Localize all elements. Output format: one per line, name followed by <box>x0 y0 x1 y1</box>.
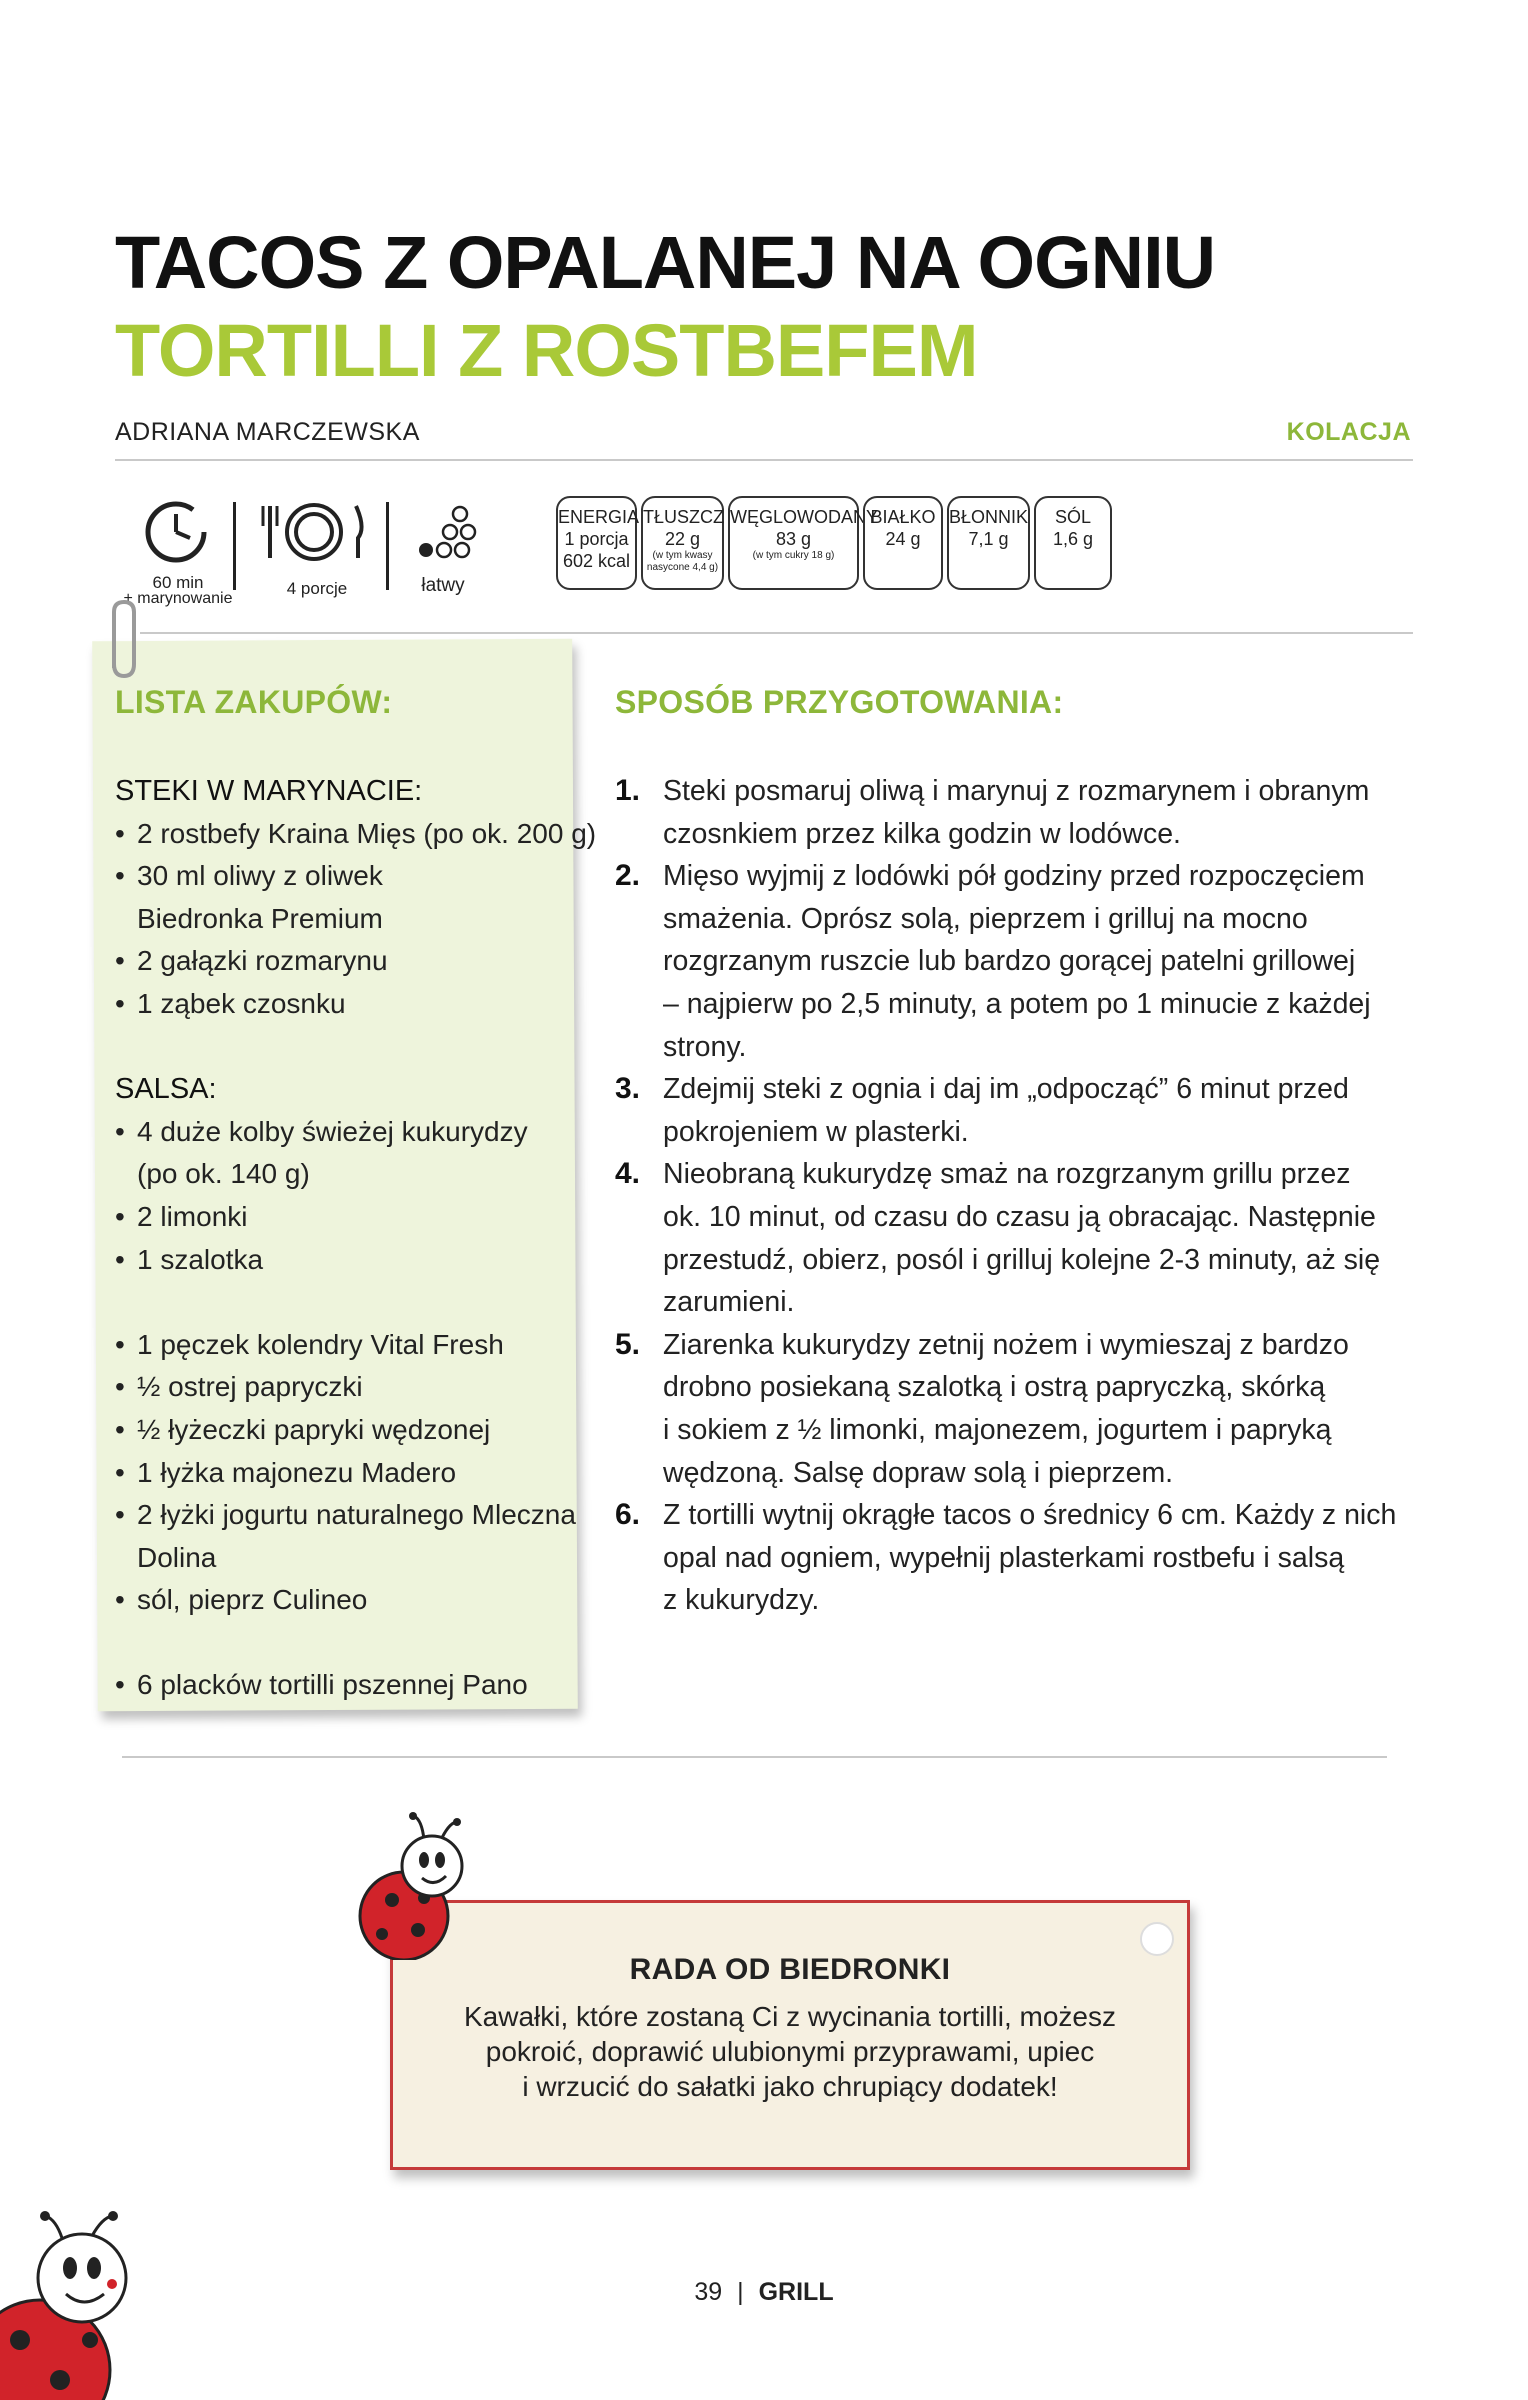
paperclip-icon <box>104 598 144 682</box>
shopping-heading: LISTA ZAKUPÓW: <box>115 684 393 720</box>
section-name: GRILL <box>758 2278 834 2306</box>
nutrition-energy: ENERGIA 1 porcja 602 kcal <box>556 496 637 590</box>
step: 4. Nieobraną kukurydzę smaż na rozgrzanym grillu przez ok. 10 minut, od czasu do czasu ją obracając. Następnie przestudź, obierz, posól i grilluj kolejne 2-3 minuty, aż się zarumieni. <box>615 1157 1381 1319</box>
author: ADRIANA MARCZEWSKA <box>115 418 420 446</box>
difficulty-value: łatwy <box>421 575 465 596</box>
step: 2. Mięso wyjmij z lodówki pół godziny przed rozpoczęciem smażenia. Oprósz solą, pieprzem i grilluj na mocno rozgrzanym ruszcie lub bardzo gorącej patelni grillowej – najpierw po 2,5 minuty, a potem po 1 minucie z każdej strony. <box>615 859 1371 1063</box>
list-item: • 4 duże kolby świeżej kukurydzy <box>115 1111 575 1154</box>
portions-meta <box>252 498 382 598</box>
method-heading: SPOSÓB PRZYGOTOWANIA: <box>615 684 1064 720</box>
list-item: • ½ ostrej papryczki <box>115 1366 575 1409</box>
nutrition-salt: SÓL 1,6 g <box>1034 496 1112 590</box>
divider <box>140 632 1413 634</box>
group-title: SALSA: <box>115 1073 217 1106</box>
meta-separator <box>233 502 236 590</box>
list-item: • 1 łyżka majonezu Madero <box>115 1452 575 1495</box>
list-item: • 1 pęczek kolendry Vital Fresh <box>115 1324 575 1367</box>
time-value: 60 min <box>152 573 204 592</box>
nutrition-fat: TŁUSZCZ 22 g (w tym kwasy nasycone 4,4 g) <box>641 496 724 590</box>
list-item: • ½ łyżeczki papryki wędzonej <box>115 1409 575 1452</box>
nutrition-carbs: WĘGLOWODANY 83 g (w tym cukry 18 g) <box>728 496 859 590</box>
page-number: 39 <box>694 2278 723 2306</box>
tip-card <box>390 1900 1190 2170</box>
step: 5. Ziarenka kukurydzy zetnij nożem i wymieszaj z bardzo drobno posiekaną szalotką i ostrą papryczką, skórką i sokiem z ½ limonki, majonezem, jogurtem i papryką wędzoną. Salsę dopraw solą i pieprzem. <box>615 1327 1349 1489</box>
plate-icon <box>252 498 382 568</box>
list-item: Biedronka Premium <box>137 902 383 934</box>
title-line-2: TORTILLI Z ROSTBEFEM <box>115 309 978 392</box>
list-item: • 1 ząbek czosnku <box>115 983 575 1026</box>
divider <box>122 1756 1387 1758</box>
divider <box>115 459 1413 461</box>
step: 1. Steki posmaruj oliwą i marynuj z rozmarynem i obranym czosnkiem przez kilka godzin w lodówce. <box>615 774 1370 850</box>
step: 6. Z tortilli wytnij okrągłe tacos o średnicy 6 cm. Każdy z nich opal nad ogniem, wypełnij plasterkami rostbefu i salsą z kukurydzy. <box>615 1498 1397 1617</box>
page-footer <box>0 2278 1528 2307</box>
list-item: • 2 limonki <box>115 1196 575 1239</box>
list-item: • 2 rostbefy Kraina Mięs (po ok. 200 g) <box>115 813 575 856</box>
nutrition-protein: BIAŁKO 24 g <box>863 496 943 590</box>
nutrition-fiber: BŁONNIK 7,1 g <box>947 496 1030 590</box>
title-line-1: TACOS Z OPALANEJ NA OGNIU <box>115 221 1216 304</box>
pin-hole-icon <box>1140 1922 1174 1956</box>
time-note: + marynowanie <box>123 590 233 607</box>
time-meta <box>118 498 238 608</box>
meta-separator <box>386 502 389 590</box>
list-item: • 2 gałązki rozmarynu <box>115 940 575 983</box>
list-item: • 2 łyżki jogurtu naturalnego Mleczna <box>115 1494 575 1537</box>
method-steps <box>615 770 1425 1622</box>
footer-separator: | <box>737 2278 744 2306</box>
category-label: KOLACJA <box>1286 418 1411 446</box>
difficulty-meta <box>400 498 486 598</box>
group-title: STEKI W MARYNACIE: <box>115 775 423 807</box>
tip-title: RADA OD BIEDRONKI <box>629 1953 951 1986</box>
list-item: (po ok. 140 g) <box>137 1158 310 1190</box>
list-item: Dolina <box>137 1541 217 1573</box>
ladybug-icon <box>352 1810 472 1960</box>
list-item: • 30 ml oliwy z oliwek <box>115 855 575 898</box>
portions-value: 4 porcje <box>286 579 348 598</box>
tip-text: Kawałki, które zostaną Ci z wycinania tortilli, możesz pokroić, doprawić ulubionymi przyprawami, upiec i wrzucić do sałatki jako chrupiący dodatek! <box>463 2001 1116 2102</box>
list-item: • sól, pieprz Culineo <box>115 1579 575 1622</box>
list-item: • 1 szalotka <box>115 1239 575 1282</box>
list-item: • 6 placków tortilli pszennej Pano <box>115 1664 575 1707</box>
step: 3. Zdejmij steki z ognia i daj im „odpocząć” 6 minut przed pokrojeniem w plasterki. <box>615 1072 1349 1148</box>
difficulty-dots-icon <box>400 498 486 568</box>
shopping-list <box>115 770 597 1707</box>
clock-icon <box>118 498 238 568</box>
